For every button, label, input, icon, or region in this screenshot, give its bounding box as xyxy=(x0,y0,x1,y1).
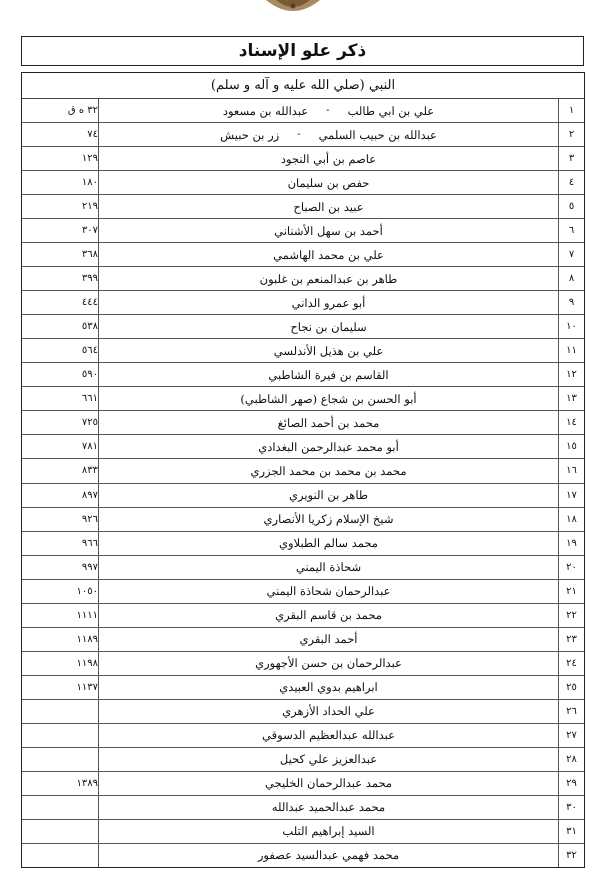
table-row xyxy=(22,676,584,700)
table-row xyxy=(22,724,584,748)
death-year-cell xyxy=(22,820,99,843)
death-year-cell: ٦٦١ xyxy=(22,387,99,410)
table-header-row xyxy=(22,73,584,99)
death-year-cell: ١١٩٨ xyxy=(22,652,99,675)
table-row xyxy=(22,435,584,459)
table-row xyxy=(22,508,584,532)
narrator-cell xyxy=(99,748,558,771)
narrator-name: سليمان بن نجاح xyxy=(290,319,367,334)
row-number-cell: ١٦ xyxy=(558,459,584,482)
narrator-name: عبدالله عبدالعظيم الدسوقي xyxy=(262,728,395,743)
row-number-cell: ٥ xyxy=(558,195,584,218)
death-year-cell xyxy=(22,700,99,723)
table-row xyxy=(22,820,584,844)
row-number-cell: ٢٢ xyxy=(558,604,584,627)
narrator-name: حفص بن سليمان xyxy=(287,175,370,190)
death-year-cell xyxy=(22,748,99,771)
narrator-cell xyxy=(99,363,558,386)
narrator-name: أبو عمرو الداني xyxy=(291,295,366,310)
table-row xyxy=(22,459,584,483)
narrator-name: محمد فهمي عبدالسيد عصفور xyxy=(257,848,400,863)
narrator-name: عاصم بن أبي النجود xyxy=(280,151,377,166)
table-row xyxy=(22,532,584,556)
narrator-name: السيد إبراهيم التلب xyxy=(282,824,375,839)
row-number-cell: ٢٣ xyxy=(558,628,584,651)
narrator-cell xyxy=(99,556,558,579)
narrator-name: شحاذة اليمني xyxy=(295,560,362,575)
row-number-cell: ٩ xyxy=(558,291,584,314)
narrator-name: عبدالعزيز علي كحيل xyxy=(279,752,378,767)
table-row xyxy=(22,844,584,867)
table-row xyxy=(22,700,584,724)
narrator-cell xyxy=(99,580,558,603)
narrator-name: محمد عبدالحميد عبدالله xyxy=(271,800,386,815)
table-row xyxy=(22,748,584,772)
row-number-cell: ٦ xyxy=(558,219,584,242)
row-number-cell: ١٤ xyxy=(558,411,584,434)
narrator-cell xyxy=(99,195,558,218)
name-separator: - xyxy=(297,129,301,141)
death-year-cell: ٨٣٣ xyxy=(22,459,99,482)
narrator-cell xyxy=(99,484,558,507)
narrator-name: عبدالرحمان شحاذة اليمني xyxy=(266,584,391,599)
prophet-header: النبي (صلي الله عليه و آله و سلم) xyxy=(210,78,396,93)
table-row xyxy=(22,171,584,195)
death-year-cell: ٨٩٧ xyxy=(22,484,99,507)
narrator-name: طاهر بن عبدالمنعم بن غلبون xyxy=(259,271,398,286)
table-row xyxy=(22,291,584,315)
narrator-cell xyxy=(99,219,558,242)
narrator-cell xyxy=(99,291,558,314)
narrator-name: أبو محمد عبدالرحمن البغدادي xyxy=(258,439,399,454)
death-year-cell: ١٠٥٠ xyxy=(22,580,99,603)
row-number-cell: ٢٤ xyxy=(558,652,584,675)
death-year-cell: ٩٩٧ xyxy=(22,556,99,579)
row-number-cell: ١٧ xyxy=(558,484,584,507)
row-number-cell: ٢٩ xyxy=(558,772,584,795)
death-year-cell: ٥٦٤ xyxy=(22,339,99,362)
narrator-cell xyxy=(99,532,558,555)
narrator-cell xyxy=(99,820,558,843)
table-row xyxy=(22,363,584,387)
narrator-cell xyxy=(99,508,558,531)
table-row xyxy=(22,195,584,219)
row-number-cell: ١٩ xyxy=(558,532,584,555)
narrator-name: أحمد بن سهل الأشناني xyxy=(274,223,383,238)
death-year-cell: ١٢٩ xyxy=(22,147,99,170)
narrator-cell xyxy=(99,99,558,122)
death-year-cell: ٧٤ xyxy=(22,123,99,146)
death-year-cell: ٤٤٤ xyxy=(22,291,99,314)
death-year-cell: ٧٢٥ xyxy=(22,411,99,434)
narrator-cell xyxy=(99,652,558,675)
row-number-cell: ٢٠ xyxy=(558,556,584,579)
narrator-name: زر بن حبيش xyxy=(220,127,280,142)
death-year-cell: ١١٣٧ xyxy=(22,676,99,699)
row-number-cell: ١٠ xyxy=(558,315,584,338)
death-year-cell: ٥٣٨ xyxy=(22,315,99,338)
decorative-ornament xyxy=(262,0,324,16)
narrator-name: عبدالرحمان بن حسن الأجهوري xyxy=(255,656,402,671)
narrator-name: أبو الحسن بن شجاع (صهر الشاطبي) xyxy=(240,391,417,406)
table-row xyxy=(22,99,584,123)
table-row xyxy=(22,484,584,508)
narrator-name: محمد بن محمد بن محمد الجزري xyxy=(250,463,407,478)
narrator-name: عبدالله بن مسعود xyxy=(222,103,309,118)
row-number-cell: ٢٦ xyxy=(558,700,584,723)
table-row xyxy=(22,267,584,291)
narrator-name: عبيد بن الصباح xyxy=(293,199,364,214)
narrator-cell xyxy=(99,435,558,458)
death-year-cell: ٣٠٧ xyxy=(22,219,99,242)
table-row xyxy=(22,219,584,243)
death-year-cell: ٣٦٨ xyxy=(22,243,99,266)
table-row xyxy=(22,315,584,339)
row-number-cell: ١٣ xyxy=(558,387,584,410)
table-row xyxy=(22,411,584,435)
death-year-cell: ٣٩٩ xyxy=(22,267,99,290)
page-title: ذكر علو الإسناد xyxy=(238,41,367,61)
row-number-cell: ١٥ xyxy=(558,435,584,458)
table-row xyxy=(22,580,584,604)
section-title-box xyxy=(21,36,584,66)
narrator-name: علي الحداد الأزهري xyxy=(282,704,375,719)
death-year-cell: ١١١١ xyxy=(22,604,99,627)
narrator-cell xyxy=(99,724,558,747)
death-year-cell: ٩٢٦ xyxy=(22,508,99,531)
table-row xyxy=(22,387,584,411)
table-row xyxy=(22,796,584,820)
narrator-cell xyxy=(99,123,558,146)
death-year-cell: ٣٢ ه ق xyxy=(22,99,99,122)
table-row xyxy=(22,339,584,363)
death-year-cell xyxy=(22,724,99,747)
death-year-cell: ١٣٨٩ xyxy=(22,772,99,795)
death-year-cell: ١١٨٩ xyxy=(22,628,99,651)
row-number-cell: ١٨ xyxy=(558,508,584,531)
narrator-cell xyxy=(99,772,558,795)
table-body xyxy=(22,99,584,867)
narrator-cell xyxy=(99,147,558,170)
name-separator: - xyxy=(326,105,330,117)
row-number-cell: ١ xyxy=(558,99,584,122)
narrator-name: طاهر بن النويري xyxy=(289,488,368,503)
narrator-name: القاسم بن فيرة الشاطبي xyxy=(268,367,389,382)
table-row xyxy=(22,628,584,652)
narrator-cell xyxy=(99,676,558,699)
row-number-cell: ٣٠ xyxy=(558,796,584,819)
narrator-name: علي بن ابي طالب xyxy=(347,103,435,118)
row-number-cell: ٣٢ xyxy=(558,844,584,867)
narrator-cell xyxy=(99,844,558,867)
narrator-cell xyxy=(99,267,558,290)
narrator-name: علي بن محمد الهاشمي xyxy=(273,247,384,262)
table-row xyxy=(22,147,584,171)
narrator-cell xyxy=(99,171,558,194)
row-number-cell: ٤ xyxy=(558,171,584,194)
row-number-cell: ٢٥ xyxy=(558,676,584,699)
death-year-cell: ٢١٩ xyxy=(22,195,99,218)
narrator-cell xyxy=(99,604,558,627)
narrator-cell xyxy=(99,339,558,362)
narrator-name: عبدالله بن حبيب السلمي xyxy=(318,127,437,142)
narrator-cell xyxy=(99,243,558,266)
row-number-cell: ٨ xyxy=(558,267,584,290)
table-row xyxy=(22,556,584,580)
death-year-cell xyxy=(22,844,99,867)
row-number-cell: ٢٧ xyxy=(558,724,584,747)
narrator-cell xyxy=(99,628,558,651)
narrator-name: ابراهيم بدوي العبيدي xyxy=(279,680,378,695)
narrator-cell xyxy=(99,315,558,338)
death-year-cell: ١٨٠ xyxy=(22,171,99,194)
isnad-table xyxy=(21,72,585,868)
table-row xyxy=(22,652,584,676)
death-year-cell: ٩٦٦ xyxy=(22,532,99,555)
narrator-name: أحمد البقري xyxy=(299,632,358,647)
row-number-cell: ٢ xyxy=(558,123,584,146)
narrator-name: علي بن هذيل الأندلسي xyxy=(273,343,384,358)
row-number-cell: ١٢ xyxy=(558,363,584,386)
death-year-cell: ٥٩٠ xyxy=(22,363,99,386)
row-number-cell: ٧ xyxy=(558,243,584,266)
narrator-cell xyxy=(99,387,558,410)
death-year-cell: ٧٨١ xyxy=(22,435,99,458)
row-number-cell: ٣ xyxy=(558,147,584,170)
narrator-name: محمد بن قاسم البقري xyxy=(275,608,382,623)
narrator-name: محمد عبدالرحمان الخليجي xyxy=(264,776,393,791)
table-row xyxy=(22,604,584,628)
narrator-name: شيخ الإسلام زكريا الأنصاري xyxy=(263,512,394,527)
row-number-cell: ١١ xyxy=(558,339,584,362)
row-number-cell: ٢٨ xyxy=(558,748,584,771)
death-year-cell xyxy=(22,796,99,819)
narrator-cell xyxy=(99,459,558,482)
table-row xyxy=(22,243,584,267)
narrator-cell xyxy=(99,796,558,819)
table-row xyxy=(22,772,584,796)
narrator-name: محمد سالم الطبلاوي xyxy=(279,536,378,551)
narrator-cell xyxy=(99,700,558,723)
table-row xyxy=(22,123,584,147)
row-number-cell: ٣١ xyxy=(558,820,584,843)
row-number-cell: ٢١ xyxy=(558,580,584,603)
narrator-name: محمد بن أحمد الصائغ xyxy=(277,415,380,430)
narrator-cell xyxy=(99,411,558,434)
